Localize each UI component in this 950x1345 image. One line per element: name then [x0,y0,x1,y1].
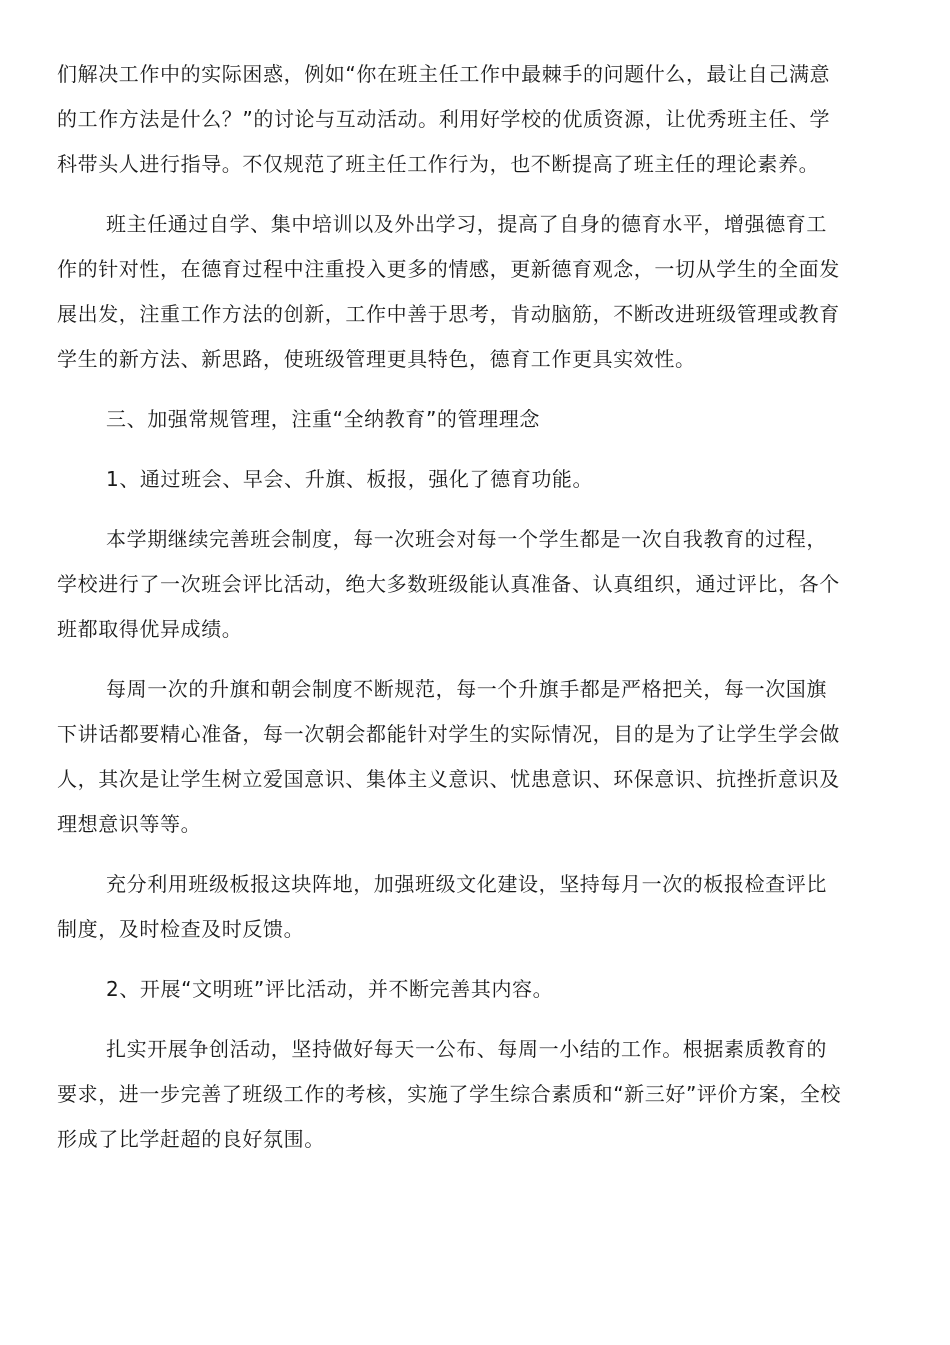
section-heading-routine-management: 三、加强常规管理，注重“全纳教育”的管理理念 [106,407,540,431]
paragraph-blackboard-newspaper: 充分利用班级板报这块阵地，加强班级文化建设，坚持每月一次的板报检查评比制度，及时检查及时反馈。 [57,872,827,941]
subheading-class-meetings: 1、通过班会、早会、升旗、板报，强化了德育功能。 [106,467,594,491]
paragraph-teacher-training: 班主任通过自学、集中培训以及外出学习，提高了自身的德育水平，增强德育工作的针对性，在德育过程中注重投入更多的情感，更新德育观念，一切从学生的全面发展出发，注重工作方法的创新，工作中善于思考，肯动脑筋，不断改进班级管理或教育学生的新方法、新思路，使班级管理更具特色，德育工作更具实效性。 [57,212,840,371]
paragraph-flag-raising: 每周一次的升旗和朝会制度不断规范，每一个升旗手都是严格把关，每一次国旗下讲话都要精心准备，每一次朝会都能针对学生的实际情况，目的是为了让学生学会做人，其次是让学生树立爱国意识、集体主义意识、忧患意识、环保意识、抗挫折意识及理想意识等等。 [57,677,840,836]
subheading-civilized-class: 2、开展“文明班”评比活动，并不断完善其内容。 [106,977,554,1001]
paragraph-class-meeting-system: 本学期继续完善班会制度，每一次班会对每一个学生都是一次自我教育的过程，学校进行了一次班会评比活动，绝大多数班级能认真准备、认真组织，通过评比，各个班都取得优异成绩。 [57,527,840,641]
paragraph-continuation: 们解决工作中的实际困惑，例如“你在班主任工作中最棘手的问题什么，最让自己满意的工作方法是什么？”的讨论与互动活动。利用好学校的优质资源，让优秀班主任、学科带头人进行指导。不仅规范了班主任工作行为，也不断提高了班主任的理论素养。 [57,62,831,176]
document-body [57,52,847,1177]
paragraph-competition-activities: 扎实开展争创活动，坚持做好每天一公布、每周一小结的工作。根据素质教育的要求，进一步完善了班级工作的考核，实施了学生综合素质和“新三好”评价方案，全校形成了比学赶超的良好氛围。 [57,1037,842,1151]
